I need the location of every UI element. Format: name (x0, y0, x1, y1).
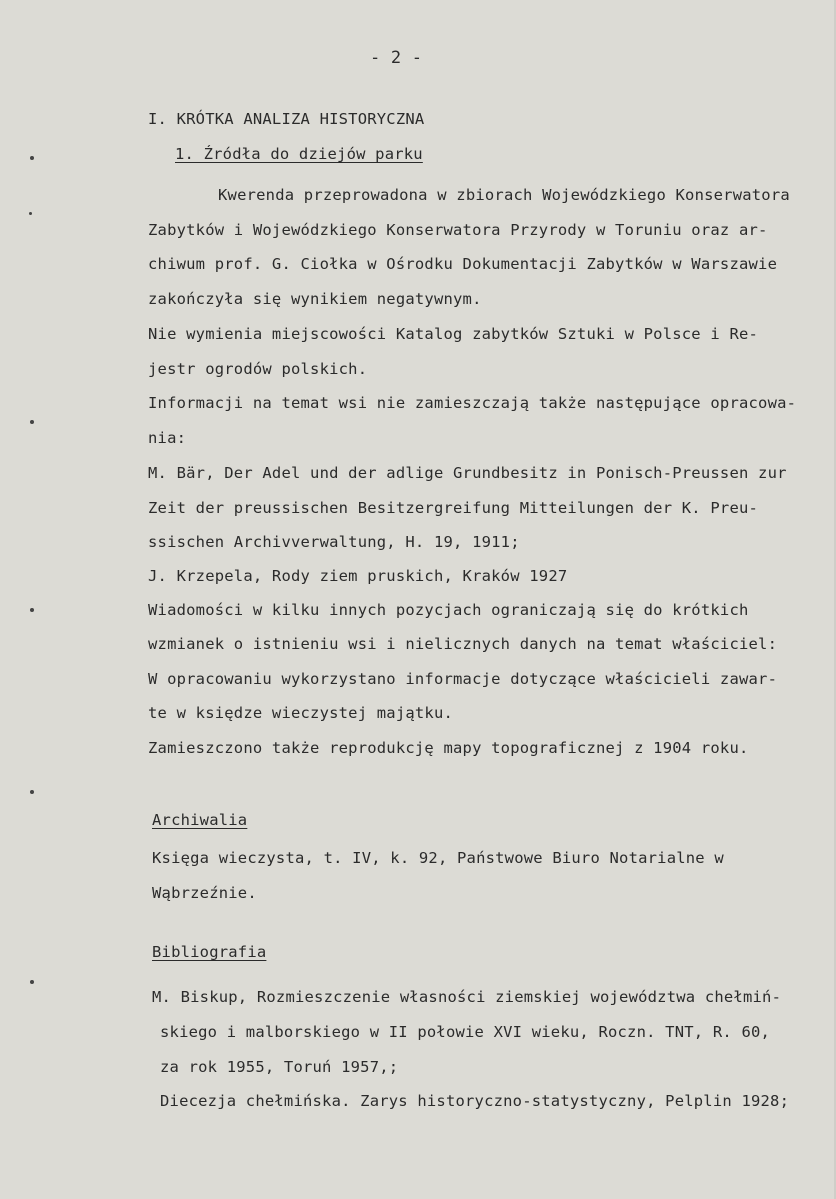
paragraph-line: Nie wymienia miejscowości Katalog zabytków Sztuki w Polsce i Re- (148, 325, 759, 343)
bibliografia-line: za rok 1955, Toruń 1957,; (160, 1058, 399, 1076)
archiwalia-heading: Archiwalia (152, 811, 248, 829)
paragraph-line: Zabytków i Wojewódzkiego Konserwatora Przyrody w Toruniu oraz ar- (148, 221, 768, 239)
paragraph-line: chiwum prof. G. Ciołka w Ośrodku Dokumentacji Zabytków w Warszawie (148, 255, 778, 273)
binding-hole-mark (30, 980, 34, 984)
paragraph-line: Informacji na temat wsi nie zamieszczają także następujące opracowa- (148, 394, 797, 412)
paragraph-line: Zamieszczono także reprodukcję mapy topograficznej z 1904 roku. (148, 739, 749, 757)
paragraph-line: ssischen Archivverwaltung, H. 19, 1911; (148, 533, 520, 551)
bibliografia-heading: Bibliografia (152, 943, 267, 961)
paragraph-line: wzmianek o istnieniu wsi i nielicznych danych na temat właściciel: (148, 635, 778, 653)
archiwalia-line: Księga wieczysta, t. IV, k. 92, Państwowe Biuro Notarialne w (152, 849, 724, 867)
paragraph-line: Zeit der preussischen Besitzergreifung Mitteilungen der K. Preu- (148, 499, 759, 517)
section-heading: I. KRÓTKA ANALIZA HISTORYCZNA (148, 110, 425, 128)
subsection-heading: 1. Źródła do dziejów parku (175, 145, 423, 163)
paragraph-line: te w księdze wieczystej majątku. (148, 704, 454, 722)
paragraph-line: nia: (148, 429, 187, 447)
archiwalia-line: Wąbrzeźnie. (152, 884, 257, 902)
paragraph-line: J. Krzepela, Rody ziem pruskich, Kraków 1927 (148, 567, 568, 585)
bibliografia-line: skiego i malborskiego w II połowie XVI wieku, Roczn. TNT, R. 60, (160, 1023, 771, 1041)
bibliografia-line: M. Biskup, Rozmieszczenie własności ziemskiej województwa chełmiń- (152, 988, 782, 1006)
binding-hole-mark (30, 156, 34, 160)
paragraph-line: M. Bär, Der Adel und der adlige Grundbesitz in Ponisch-Preussen zur (148, 464, 787, 482)
paragraph-line: jestr ogrodów polskich. (148, 360, 368, 378)
paragraph-line: W opracowaniu wykorzystano informacje dotyczące właścicieli zawar- (148, 670, 778, 688)
paragraph-line: Kwerenda przeprowadona w zbiorach Wojewódzkiego Konserwatora (218, 186, 790, 204)
binding-hole-mark (30, 420, 34, 424)
paragraph-line: zakończyła się wynikiem negatywnym. (148, 290, 482, 308)
binding-hole-mark (30, 608, 34, 612)
binding-hole-mark (30, 790, 34, 794)
paragraph-line: Wiadomości w kilku innych pozycjach ograniczają się do krótkich (148, 601, 749, 619)
binding-hole-mark (29, 212, 32, 215)
bibliografia-line: Diecezja chełmińska. Zarys historyczno-statystyczny, Pelplin 1928; (160, 1092, 790, 1110)
page-number: - 2 - (370, 48, 423, 68)
